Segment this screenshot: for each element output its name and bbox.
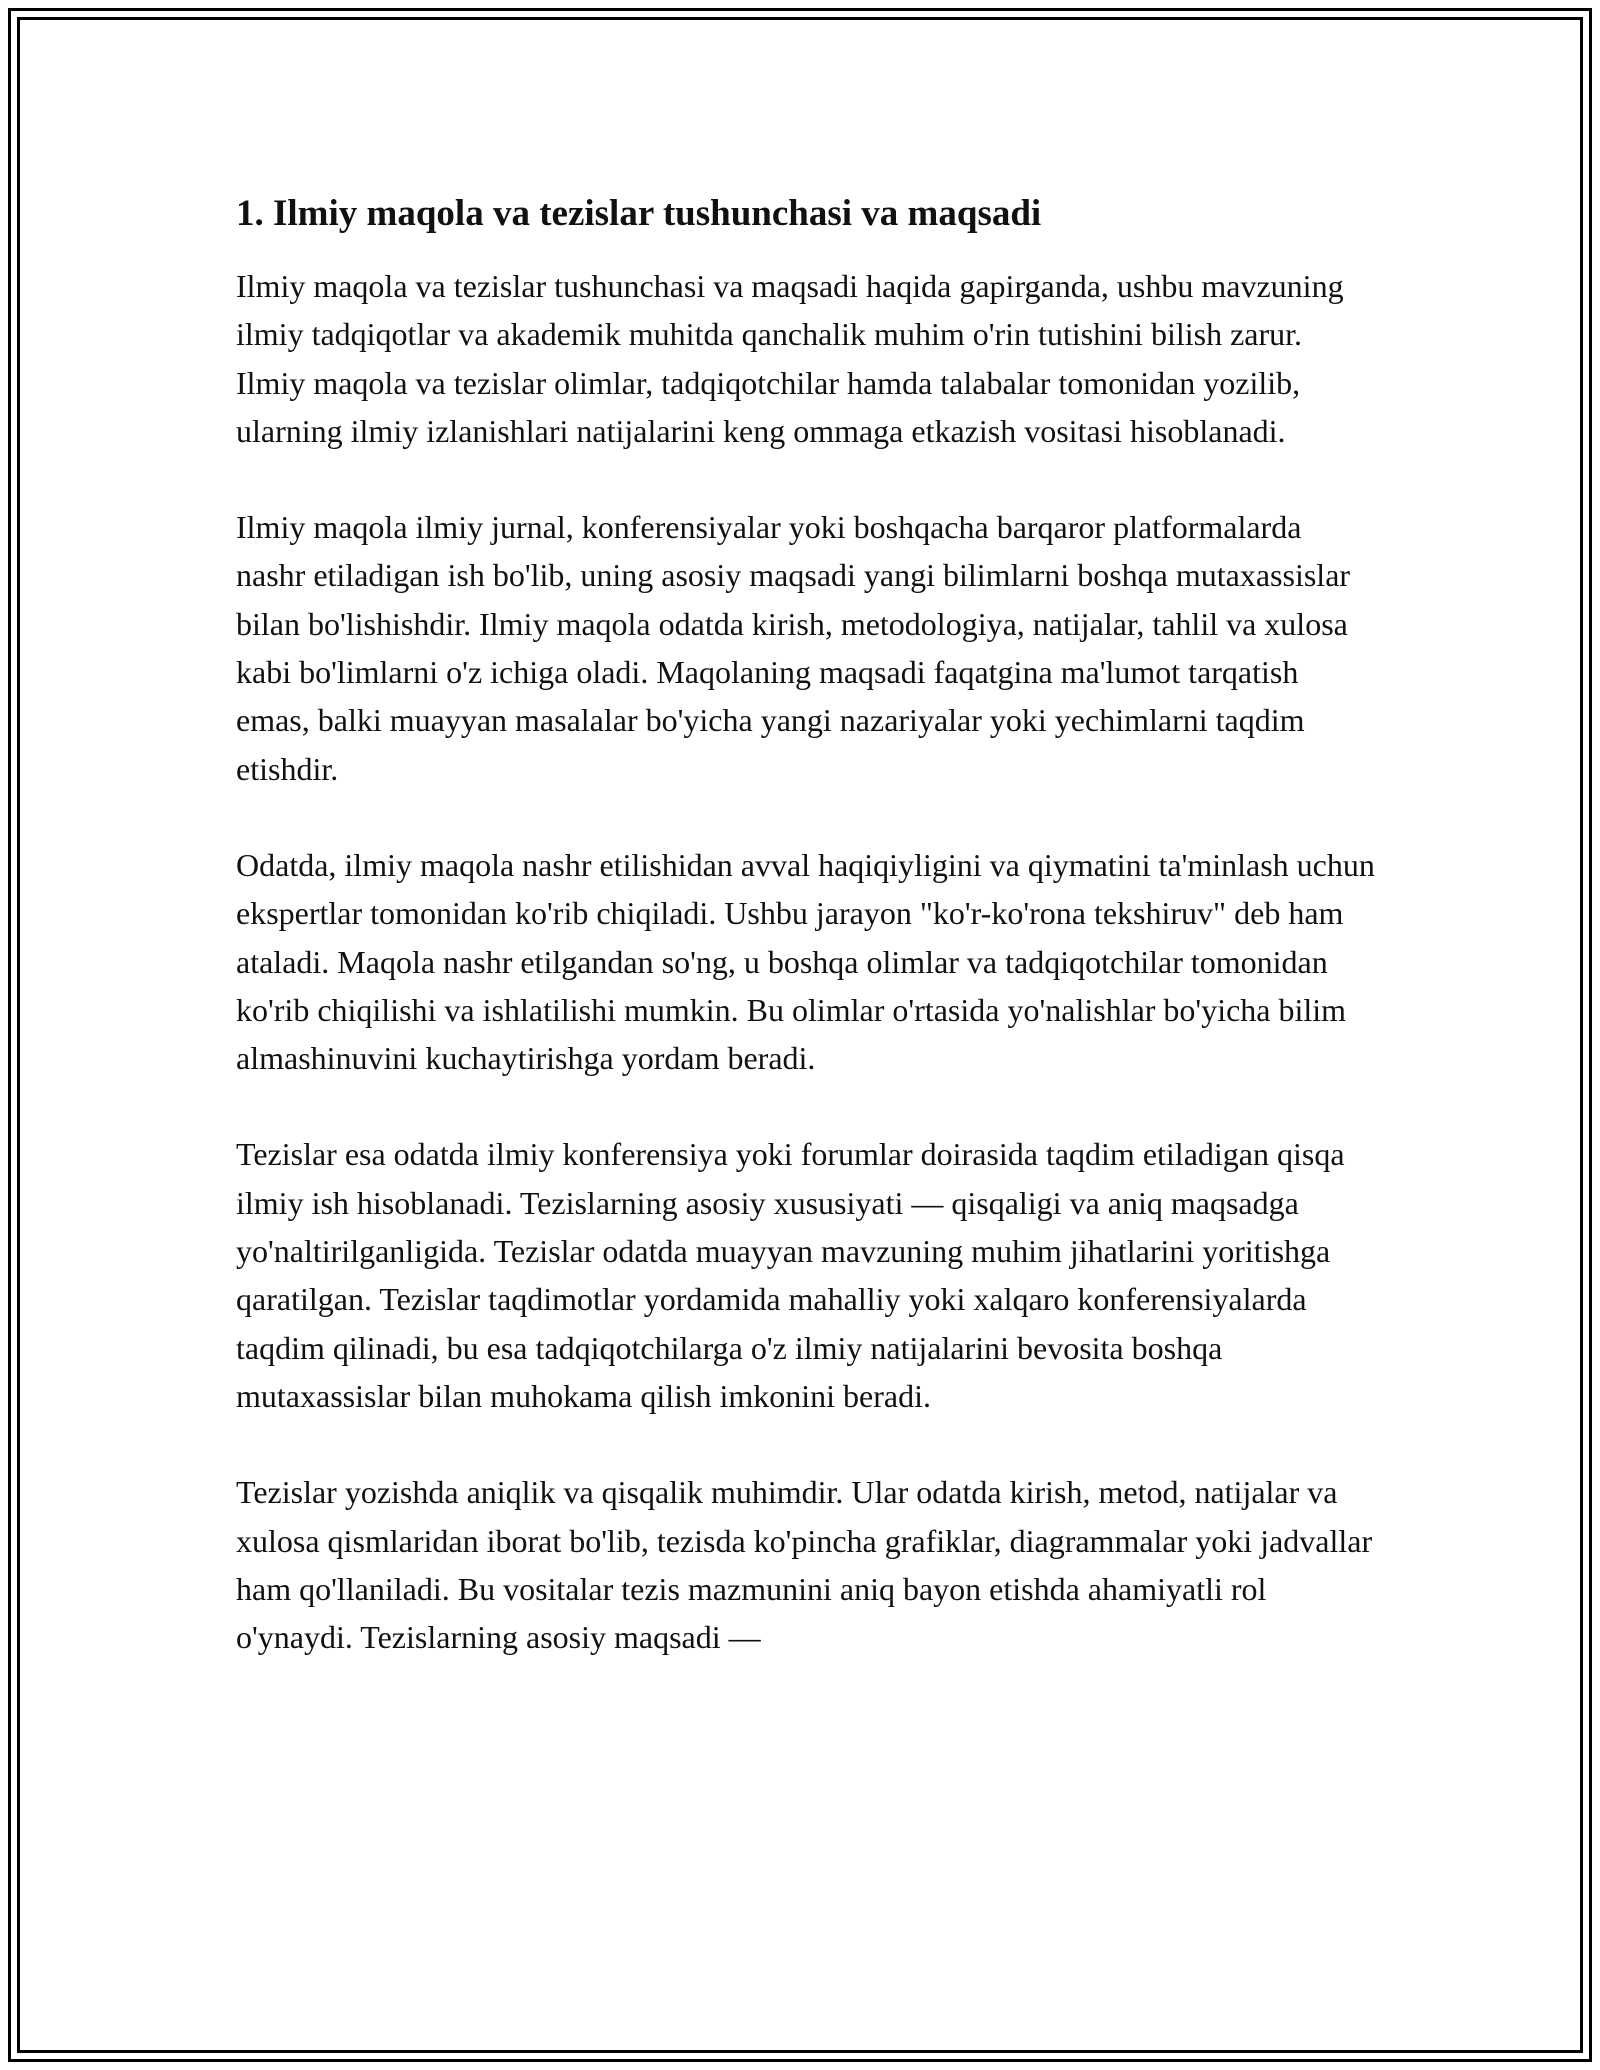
section-title: 1. Ilmiy maqola va tezislar tushunchasi va maqsadi xyxy=(236,193,1042,234)
paragraph-4: Tezislar esa odatda ilmiy konferensiya yoki forumlar doirasida taqdim etiladigan qisqa ilmiy ish hisoblanadi. Tezislarning asosiy xususiyati — qisqaligi va aniq maqsadga yo'naltirilganligida. Tezislar odatda muayyan mavzuning muhim jihatlarini yoritishga qaratilgan. Tezislar taqdimotlar yordamida mahalliy yoki xalqaro konferensiyalarda taqdim qilinadi, bu esa tadqiqotchilarga o'z ilmiy natijalarini bevosita boshqa mutaxassislar bilan muhokama qilish imkonini beradi. xyxy=(236,1136,1345,1414)
paragraph-3: Odatda, ilmiy maqola nashr etilishidan avval haqiqiyligini va qiymatini ta'minlash uchun ekspertlar tomonidan ko'rib chiqiladi. Ushbu jarayon "ko'r-ko'rona tekshiruv" deb ham ataladi. Maqola nashr etilgandan so'ng, u boshqa olimlar va tadqiqotchilar tomonidan ko'rib chiqilishi va ishlatilishi mumkin. Bu olimlar o'rtasida yo'nalishlar bo'yicha bilim almashinuvini kuchaytirishga yordam beradi. xyxy=(236,846,1375,1077)
paragraph-5: Tezislar yozishda aniqlik va qisqalik muhimdir. Ular odatda kirish, metod, natijalar va xulosa qismlaridan iborat bo'lib, tezisda ko'pincha grafiklar, diagrammalar yoki jadvallar ham qo'llaniladi. Bu vositalar tezis mazmunini aniq bayon etishda ahamiyatli rol o'ynaydi. Tezislarning asosiy maqsadi — xyxy=(236,1474,1373,1656)
document-body xyxy=(236,190,1376,1709)
paragraph-2: Ilmiy maqola ilmiy jurnal, konferensiyalar yoki boshqacha barqaror platformalarda nashr etiladigan ish bo'lib, uning asosiy maqsadi yangi bilimlarni boshqa mutaxassislar bilan bo'lishishdir. Ilmiy maqola odatda kirish, metodologiya, natijalar, tahlil va xulosa kabi bo'limlarni o'z ichiga oladi. Maqolaning maqsadi faqatgina ma'lumot tarqatish emas, balki muayyan masalalar bo'yicha yangi nazariyalar yoki yechimlarni taqdim etishdir. xyxy=(236,509,1351,787)
paragraph-1: Ilmiy maqola va tezislar tushunchasi va maqsadi haqida gapirganda, ushbu mavzuning ilmiy tadqiqotlar va akademik muhitda qanchalik muhim o'rin tutishini bilish zarur. Ilmiy maqola va tezislar olimlar, tadqiqotchilar hamda talabalar tomonidan yozilib, ularning ilmiy izlanishlari natijalarini keng ommaga etkazish vositasi hisoblanadi. xyxy=(236,268,1344,449)
